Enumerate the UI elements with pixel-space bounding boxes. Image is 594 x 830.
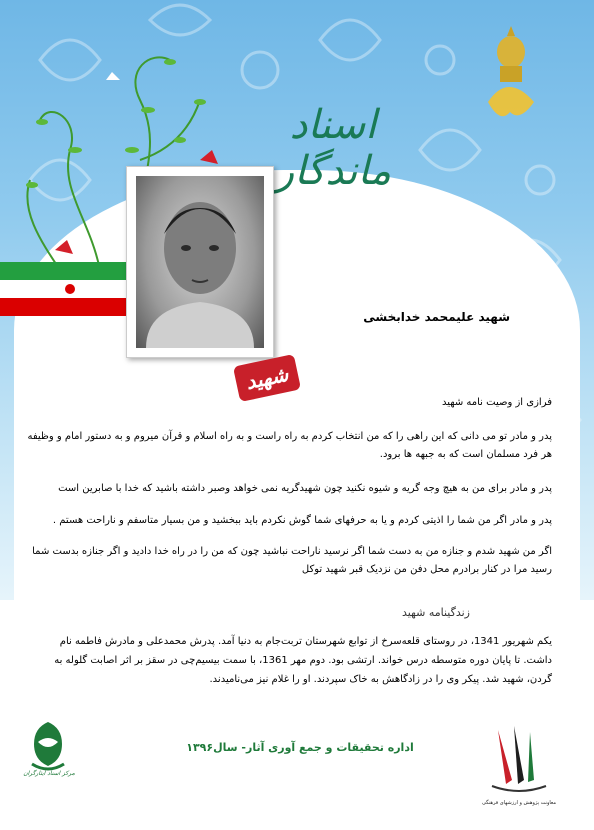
will-paragraph: پدر و مادر اگر من شما را اذیتی کردم و یا به حرفهای شما گوش نکردم باید ببخشید و من بسیار متاسفم و ناراحت هستم . [52, 515, 552, 526]
foundation-logo-icon [484, 720, 554, 800]
left-logo-caption: مرکز اسناد ایثارگران [23, 770, 75, 777]
iran-flag [0, 262, 128, 316]
martyr-stamp: شهید [233, 354, 301, 402]
footer-office-text: اداره تحقیقات و جمع آوری آثار- سال۱۳۹۶ [186, 741, 414, 754]
will-paragraph: پدر و مادر برای من به هیچ وجه گریه و شیوه نکنید چون شهیدگریه نمی خواهد وصبر داشته باشید که خدا با صابرین است [58, 483, 552, 494]
martyr-photo [136, 176, 264, 348]
biography-title: زندگینامه شهید [401, 606, 470, 619]
martyr-photo-frame [126, 166, 274, 358]
will-paragraph: اگر من شهید شدم و جنازه من به دست شما اگر نرسید ناراحت نباشید چون که من را در راه خدا دادید و اگر جنازه بدست شما رسید مرا در کنار برادرم محل دفن من نزدیک قبر شهید توکل [32, 546, 552, 575]
shrine-logo-icon [480, 22, 542, 132]
martyr-name: شهید علیمحمد خدابخشی [363, 310, 510, 324]
right-logo-caption: معاونت پژوهش و ارزشهای فرهنگی [481, 800, 557, 806]
dove-logo-icon [22, 716, 74, 778]
biography-text: یکم شهریور 1341، در روستای قلعه‌سرخ از توابع شهرستان تربت‌جام به دنیا آمد. پدرش محمدعلی و مادرش فاطمه نام داشت. تا پایان دوره متوسطه درس خواند. ارتشی بود. دوم مهر 1361، با سمت بیسیم‌چی در سقز بر اثر اصابت گلوله به گردن، شهید شد. پیکر وی را در زادگاهش به خاک سپردند. او را غلام نیز می‌نامیدند. [54, 636, 552, 685]
will-paragraph: پدر و مادر تو می دانی که این راهی را که من انتخاب کردم به راه راست و به راه اسلام و قرآن میروم و به دستور امام و وظیفه هر فرد مسلمان است که به جبهه ها برود. [27, 431, 552, 460]
page-title: اسناد ماندگار [274, 102, 392, 194]
will-title: فرازی از وصیت نامه شهید [441, 397, 552, 408]
